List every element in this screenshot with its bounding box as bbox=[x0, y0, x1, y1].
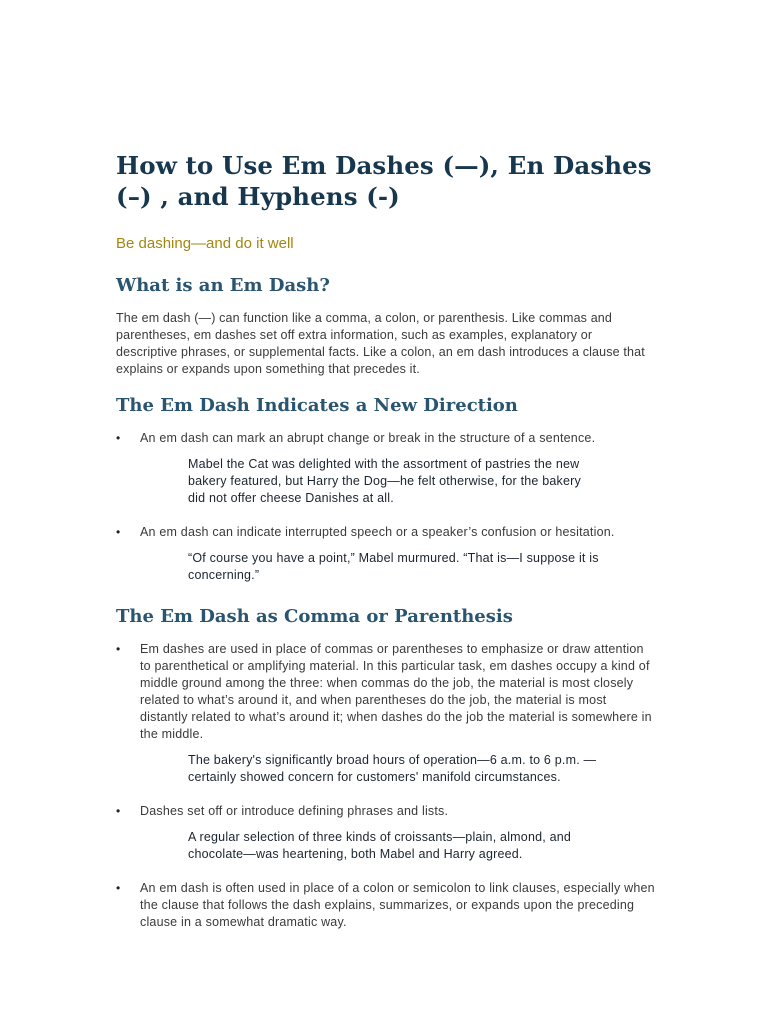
section-heading-what: What is an Em Dash? bbox=[116, 275, 330, 296]
list-item bbox=[116, 880, 656, 931]
example-quote: The bakery's significantly broad hours of operation—6 a.m. to 6 p.m. —certainly showed concern for customers' manifold circumstances. bbox=[188, 753, 597, 784]
example-quote: “Of course you have a point,” Mabel murmured. “That is—I suppose it is concerning.” bbox=[188, 551, 599, 582]
bullet-icon: • bbox=[116, 431, 121, 445]
list-item bbox=[116, 524, 656, 584]
example-quote: Mabel the Cat was delighted with the assortment of pastries the new bakery featured, but Harry the Dog—he felt otherwise, for the bakery did not offer cheese Danishes at all. bbox=[188, 457, 581, 505]
list-item-text: An em dash can indicate interrupted speech or a speaker’s confusion or hesitation. bbox=[140, 525, 615, 539]
section-paragraph-what: The em dash (—) can function like a comma, a colon, or parenthesis. Like commas and parentheses, em dashes set off extra information, such as examples, explanatory or descriptive phrases, or supplemental facts. Like a colon, an em dash introduces a clause that explains or expands upon something that precedes it. bbox=[116, 311, 645, 376]
list-item-text: An em dash is often used in place of a colon or semicolon to link clauses, especially when the clause that follows the dash explains, summarizes, or expands upon the preceding clause in a somewhat dramatic way. bbox=[140, 881, 655, 929]
page-title: How to Use Em Dashes (—), En Dashes (–) , and Hyphens (-) bbox=[116, 151, 652, 211]
document-page bbox=[116, 150, 656, 931]
bullet-list-comma bbox=[116, 641, 656, 931]
bullet-icon: • bbox=[116, 642, 121, 656]
bullet-icon: • bbox=[116, 881, 121, 895]
page-subtitle: Be dashing—and do it well bbox=[116, 235, 294, 252]
list-item bbox=[116, 641, 656, 786]
bullet-list-direction bbox=[116, 430, 656, 584]
list-item-text: Em dashes are used in place of commas or parentheses to emphasize or draw attention to parenthetical or amplifying material. In this particular task, em dashes occupy a kind of middle ground among the three: when commas do the job, the material is most closely related to what’s around it, and when parentheses do the job, the material is most distantly related to what’s around it; when dashes do the job the material is somewhere in the middle. bbox=[140, 642, 652, 741]
list-item-text: Dashes set off or introduce defining phrases and lists. bbox=[140, 804, 449, 818]
list-item bbox=[116, 430, 656, 507]
example-quote: A regular selection of three kinds of croissants—plain, almond, and chocolate—was heartening, both Mabel and Harry agreed. bbox=[188, 830, 572, 861]
section-heading-direction: The Em Dash Indicates a New Direction bbox=[116, 395, 518, 416]
section-heading-comma: The Em Dash as Comma or Parenthesis bbox=[116, 606, 513, 627]
bullet-icon: • bbox=[116, 804, 121, 818]
bullet-icon: • bbox=[116, 525, 121, 539]
list-item-text: An em dash can mark an abrupt change or break in the structure of a sentence. bbox=[140, 431, 596, 445]
list-item bbox=[116, 803, 656, 863]
